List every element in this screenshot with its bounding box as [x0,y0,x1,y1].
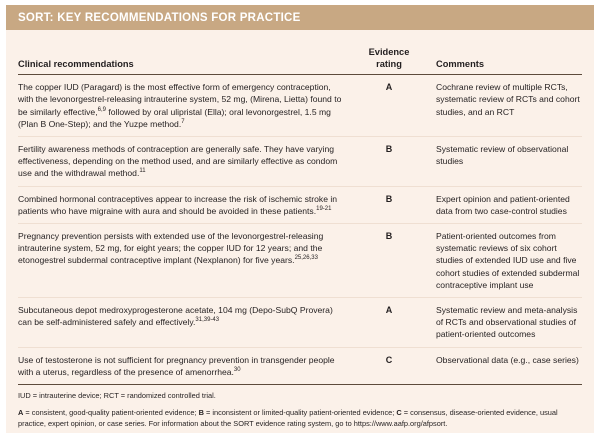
citation-superscript: 19-21 [316,205,332,212]
recommendation-text: The copper IUD (Paragard) is the most effective form of emergency contraception, with the levonorgestrel-releasing intrauterine system, 52 mg, (Mirena, Lietta) found to be similarly effective, [18,82,342,117]
footnote-abbreviations: IUD = intrauterine device; RCT = randomized controlled trial. [18,391,216,401]
recommendations-table [18,30,582,385]
column-header-comments: Comments [426,47,582,75]
column-header-evidence-rating [358,47,426,75]
rating-b-label: B [198,408,204,418]
recommendation-text: Fertility awareness methods of contraception are generally safe. They have varying effectiveness, depending on the method used, and are similarly effective as condom use and the withdrawal method. [18,144,338,179]
table-row [18,186,582,223]
cell-recommendation [18,347,358,384]
recommendation-text: Use of testosterone is not sufficient for pregnancy prevention in transgender people with a uterus, regardless of the presence of amenorrhea. [18,354,335,377]
cell-comments: Observational data (e.g., case series) [426,347,582,384]
citation-superscript: 25,26,33 [294,255,318,262]
rating-c-label: C [396,408,402,418]
table-header-row [18,47,582,75]
cell-evidence-rating: A [358,298,426,348]
cell-evidence-rating: C [358,347,426,384]
page-title: SORT: KEY RECOMMENDATIONS FOR PRACTICE [18,11,301,24]
rating-c-text: = consensus, disease-oriented evidence, usual practice, expert opinion, or case series. For information about the SORT evidence rating system, go to https://www.aafp.org/afpsort. [18,408,558,429]
cell-comments: Systematic review of observational studies [426,137,582,187]
cell-evidence-rating: B [358,137,426,187]
title-bar [6,5,594,30]
table-row [18,75,582,137]
cell-recommendation [18,137,358,187]
cell-recommendation [18,298,358,348]
table-header [18,30,582,75]
citation-superscript: 11 [139,168,146,175]
table-row [18,298,582,348]
cell-recommendation [18,224,358,298]
recommendation-text-cont: followed by oral ulipristal (Ella); oral levonorgestrel, 1.5 mg (Plan B One-Step); and the Yuzpe method. [18,106,331,129]
cell-comments: Expert opinion and patient-oriented data from two case-control studies [426,186,582,223]
rating-a-text: = consistent, good-quality patient-oriented evidence; [23,408,199,418]
evidence-rating-line-2: rating [376,58,402,69]
citation-superscript: 30 [233,367,241,374]
sort-recommendations-box [6,5,594,433]
table-row [18,224,582,298]
cell-comments: Patient-oriented outcomes from systematic reviews of six cohort studies of extended IUD use and five cohort studies of extended subdermal contraceptive implant use [426,224,582,298]
footnotes-section [6,385,594,430]
cell-recommendation [18,186,358,223]
cell-evidence-rating: B [358,186,426,223]
table-body [18,75,582,385]
table-container [6,30,594,385]
table-row [18,347,582,384]
footnote-rating-definitions [18,408,582,429]
cell-comments: Systematic review and meta-analysis of RCTs and observational studies of patient-oriented outcomes [426,298,582,348]
rating-a-label: A [18,408,24,418]
column-header-recommendations: Clinical recommendations [18,47,358,75]
rating-b-text: = inconsistent or limited-quality patient-oriented evidence; [203,408,397,418]
cell-evidence-rating: A [358,75,426,137]
citation-superscript: 31,39-43 [195,317,220,324]
recommendation-text: Combined hormonal contraceptives appear to increase the risk of ischemic stroke in patients who have migraine with aura and should be avoided in these patients. [18,193,338,216]
citation-superscript: 7 [181,118,185,125]
citation-superscript: 6,9 [97,106,106,113]
table-row [18,137,582,187]
cell-comments: Cochrane review of multiple RCTs, systematic review of RCTs and cohort studies, and an RCT [426,75,582,137]
recommendation-text: Subcutaneous depot medroxyprogesterone acetate, 104 mg (Depo-SubQ Provera) can be self-administered safely and effectively. [18,305,333,328]
recommendation-text: Pregnancy prevention persists with extended use of the levonorgestrel-releasing intrauterine system, 52 mg, for eight years; the copper IUD for 12 years; and the etonogestrel subdermal contraceptive implant (Nexplanon) for five years. [18,231,324,266]
cell-evidence-rating: B [358,224,426,298]
cell-recommendation [18,75,358,137]
evidence-rating-line-1: Evidence [368,47,410,57]
